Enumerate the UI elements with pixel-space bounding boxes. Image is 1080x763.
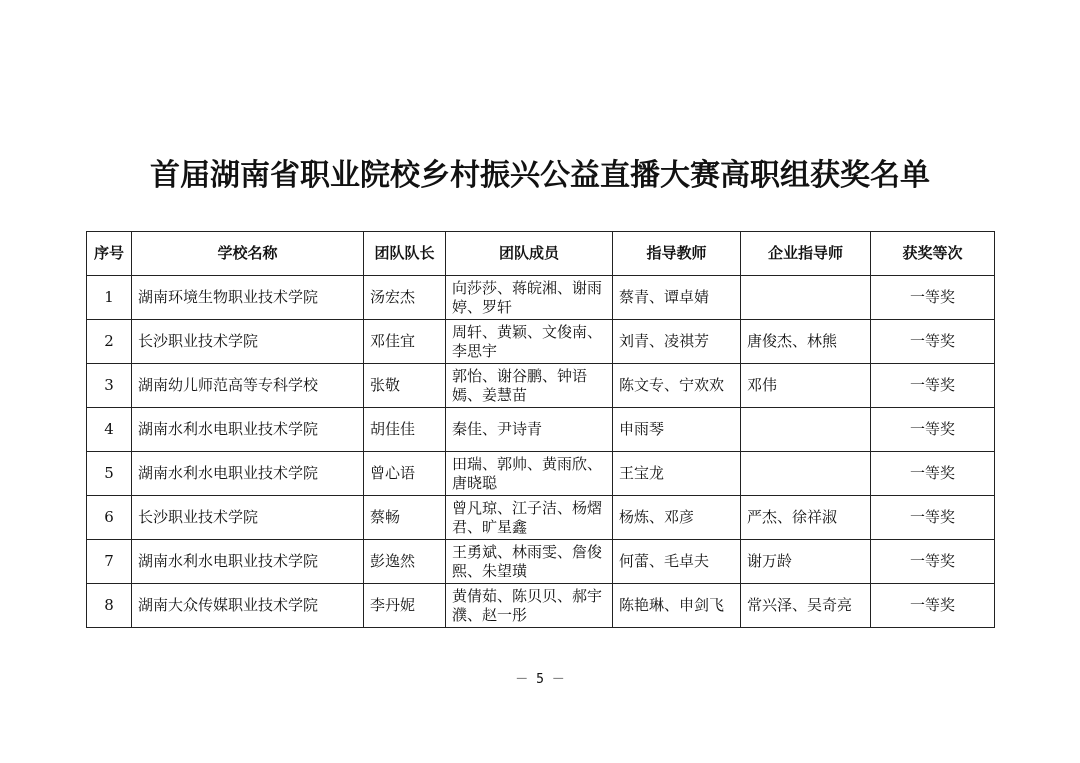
cell-mentor: 谢万龄 bbox=[741, 540, 871, 584]
cell-mentor: 唐俊杰、林熊 bbox=[741, 320, 871, 364]
header-index: 序号 bbox=[87, 232, 132, 276]
cell-captain: 张敬 bbox=[364, 364, 446, 408]
cell-prize: 一等奖 bbox=[871, 452, 995, 496]
cell-index: 5 bbox=[87, 452, 132, 496]
cell-captain: 李丹妮 bbox=[364, 584, 446, 628]
table-row bbox=[87, 496, 995, 540]
cell-mentor: 邓伟 bbox=[741, 364, 871, 408]
cell-prize: 一等奖 bbox=[871, 496, 995, 540]
cell-prize: 一等奖 bbox=[871, 320, 995, 364]
cell-prize: 一等奖 bbox=[871, 364, 995, 408]
cell-school: 湖南大众传媒职业技术学院 bbox=[132, 584, 364, 628]
header-teacher: 指导教师 bbox=[613, 232, 741, 276]
cell-index: 7 bbox=[87, 540, 132, 584]
table-body bbox=[87, 276, 995, 628]
cell-captain: 汤宏杰 bbox=[364, 276, 446, 320]
cell-captain: 蔡畅 bbox=[364, 496, 446, 540]
table-header-row bbox=[87, 232, 995, 276]
cell-teacher: 申雨琴 bbox=[613, 408, 741, 452]
cell-teacher: 何蕾、毛卓夫 bbox=[613, 540, 741, 584]
cell-index: 6 bbox=[87, 496, 132, 540]
award-table bbox=[86, 231, 995, 628]
cell-members: 秦佳、尹诗青 bbox=[446, 408, 613, 452]
table-row bbox=[87, 540, 995, 584]
cell-prize: 一等奖 bbox=[871, 408, 995, 452]
header-mentor: 企业指导师 bbox=[741, 232, 871, 276]
cell-school: 长沙职业技术学院 bbox=[132, 320, 364, 364]
cell-members: 向莎莎、蒋皖湘、谢雨婷、罗轩 bbox=[446, 276, 613, 320]
cell-captain: 彭逸然 bbox=[364, 540, 446, 584]
table-row bbox=[87, 364, 995, 408]
cell-school: 湖南水利水电职业技术学院 bbox=[132, 408, 364, 452]
cell-members: 周轩、黄颖、文俊南、李思宇 bbox=[446, 320, 613, 364]
cell-members: 王勇斌、林雨雯、詹俊熙、朱望璜 bbox=[446, 540, 613, 584]
cell-mentor bbox=[741, 408, 871, 452]
header-members: 团队成员 bbox=[446, 232, 613, 276]
table-row bbox=[87, 408, 995, 452]
table-row bbox=[87, 584, 995, 628]
cell-members: 黄倩茹、陈贝贝、郝宇濮、赵一彤 bbox=[446, 584, 613, 628]
cell-teacher: 陈文专、宁欢欢 bbox=[613, 364, 741, 408]
cell-members: 郭怡、谢谷鹏、钟语嫣、姜慧苗 bbox=[446, 364, 613, 408]
table-row bbox=[87, 276, 995, 320]
cell-captain: 曾心语 bbox=[364, 452, 446, 496]
cell-index: 8 bbox=[87, 584, 132, 628]
header-captain: 团队队长 bbox=[364, 232, 446, 276]
cell-index: 2 bbox=[87, 320, 132, 364]
cell-prize: 一等奖 bbox=[871, 276, 995, 320]
cell-members: 曾凡琼、江子洁、杨熠君、旷星鑫 bbox=[446, 496, 613, 540]
cell-school: 湖南水利水电职业技术学院 bbox=[132, 540, 364, 584]
table-row bbox=[87, 320, 995, 364]
cell-members: 田瑞、郭帅、黄雨欣、唐晓聪 bbox=[446, 452, 613, 496]
cell-school: 湖南水利水电职业技术学院 bbox=[132, 452, 364, 496]
cell-captain: 邓佳宜 bbox=[364, 320, 446, 364]
cell-school: 长沙职业技术学院 bbox=[132, 496, 364, 540]
cell-mentor bbox=[741, 452, 871, 496]
page-title: 首届湖南省职业院校乡村振兴公益直播大赛高职组获奖名单 bbox=[150, 158, 930, 193]
cell-teacher: 陈艳琳、申剑飞 bbox=[613, 584, 741, 628]
cell-mentor: 严杰、徐祥淑 bbox=[741, 496, 871, 540]
header-school: 学校名称 bbox=[132, 232, 364, 276]
page-number: － 5 － bbox=[515, 672, 565, 687]
table-row bbox=[87, 452, 995, 496]
cell-teacher: 杨炼、邓彦 bbox=[613, 496, 741, 540]
cell-prize: 一等奖 bbox=[871, 540, 995, 584]
cell-prize: 一等奖 bbox=[871, 584, 995, 628]
cell-mentor bbox=[741, 276, 871, 320]
cell-index: 4 bbox=[87, 408, 132, 452]
cell-teacher: 刘青、凌祺芳 bbox=[613, 320, 741, 364]
cell-index: 1 bbox=[87, 276, 132, 320]
cell-school: 湖南环境生物职业技术学院 bbox=[132, 276, 364, 320]
cell-school: 湖南幼儿师范高等专科学校 bbox=[132, 364, 364, 408]
header-prize: 获奖等次 bbox=[871, 232, 995, 276]
cell-teacher: 蔡青、谭卓婧 bbox=[613, 276, 741, 320]
cell-teacher: 王宝龙 bbox=[613, 452, 741, 496]
cell-captain: 胡佳佳 bbox=[364, 408, 446, 452]
cell-index: 3 bbox=[87, 364, 132, 408]
cell-mentor: 常兴泽、吴奇亮 bbox=[741, 584, 871, 628]
